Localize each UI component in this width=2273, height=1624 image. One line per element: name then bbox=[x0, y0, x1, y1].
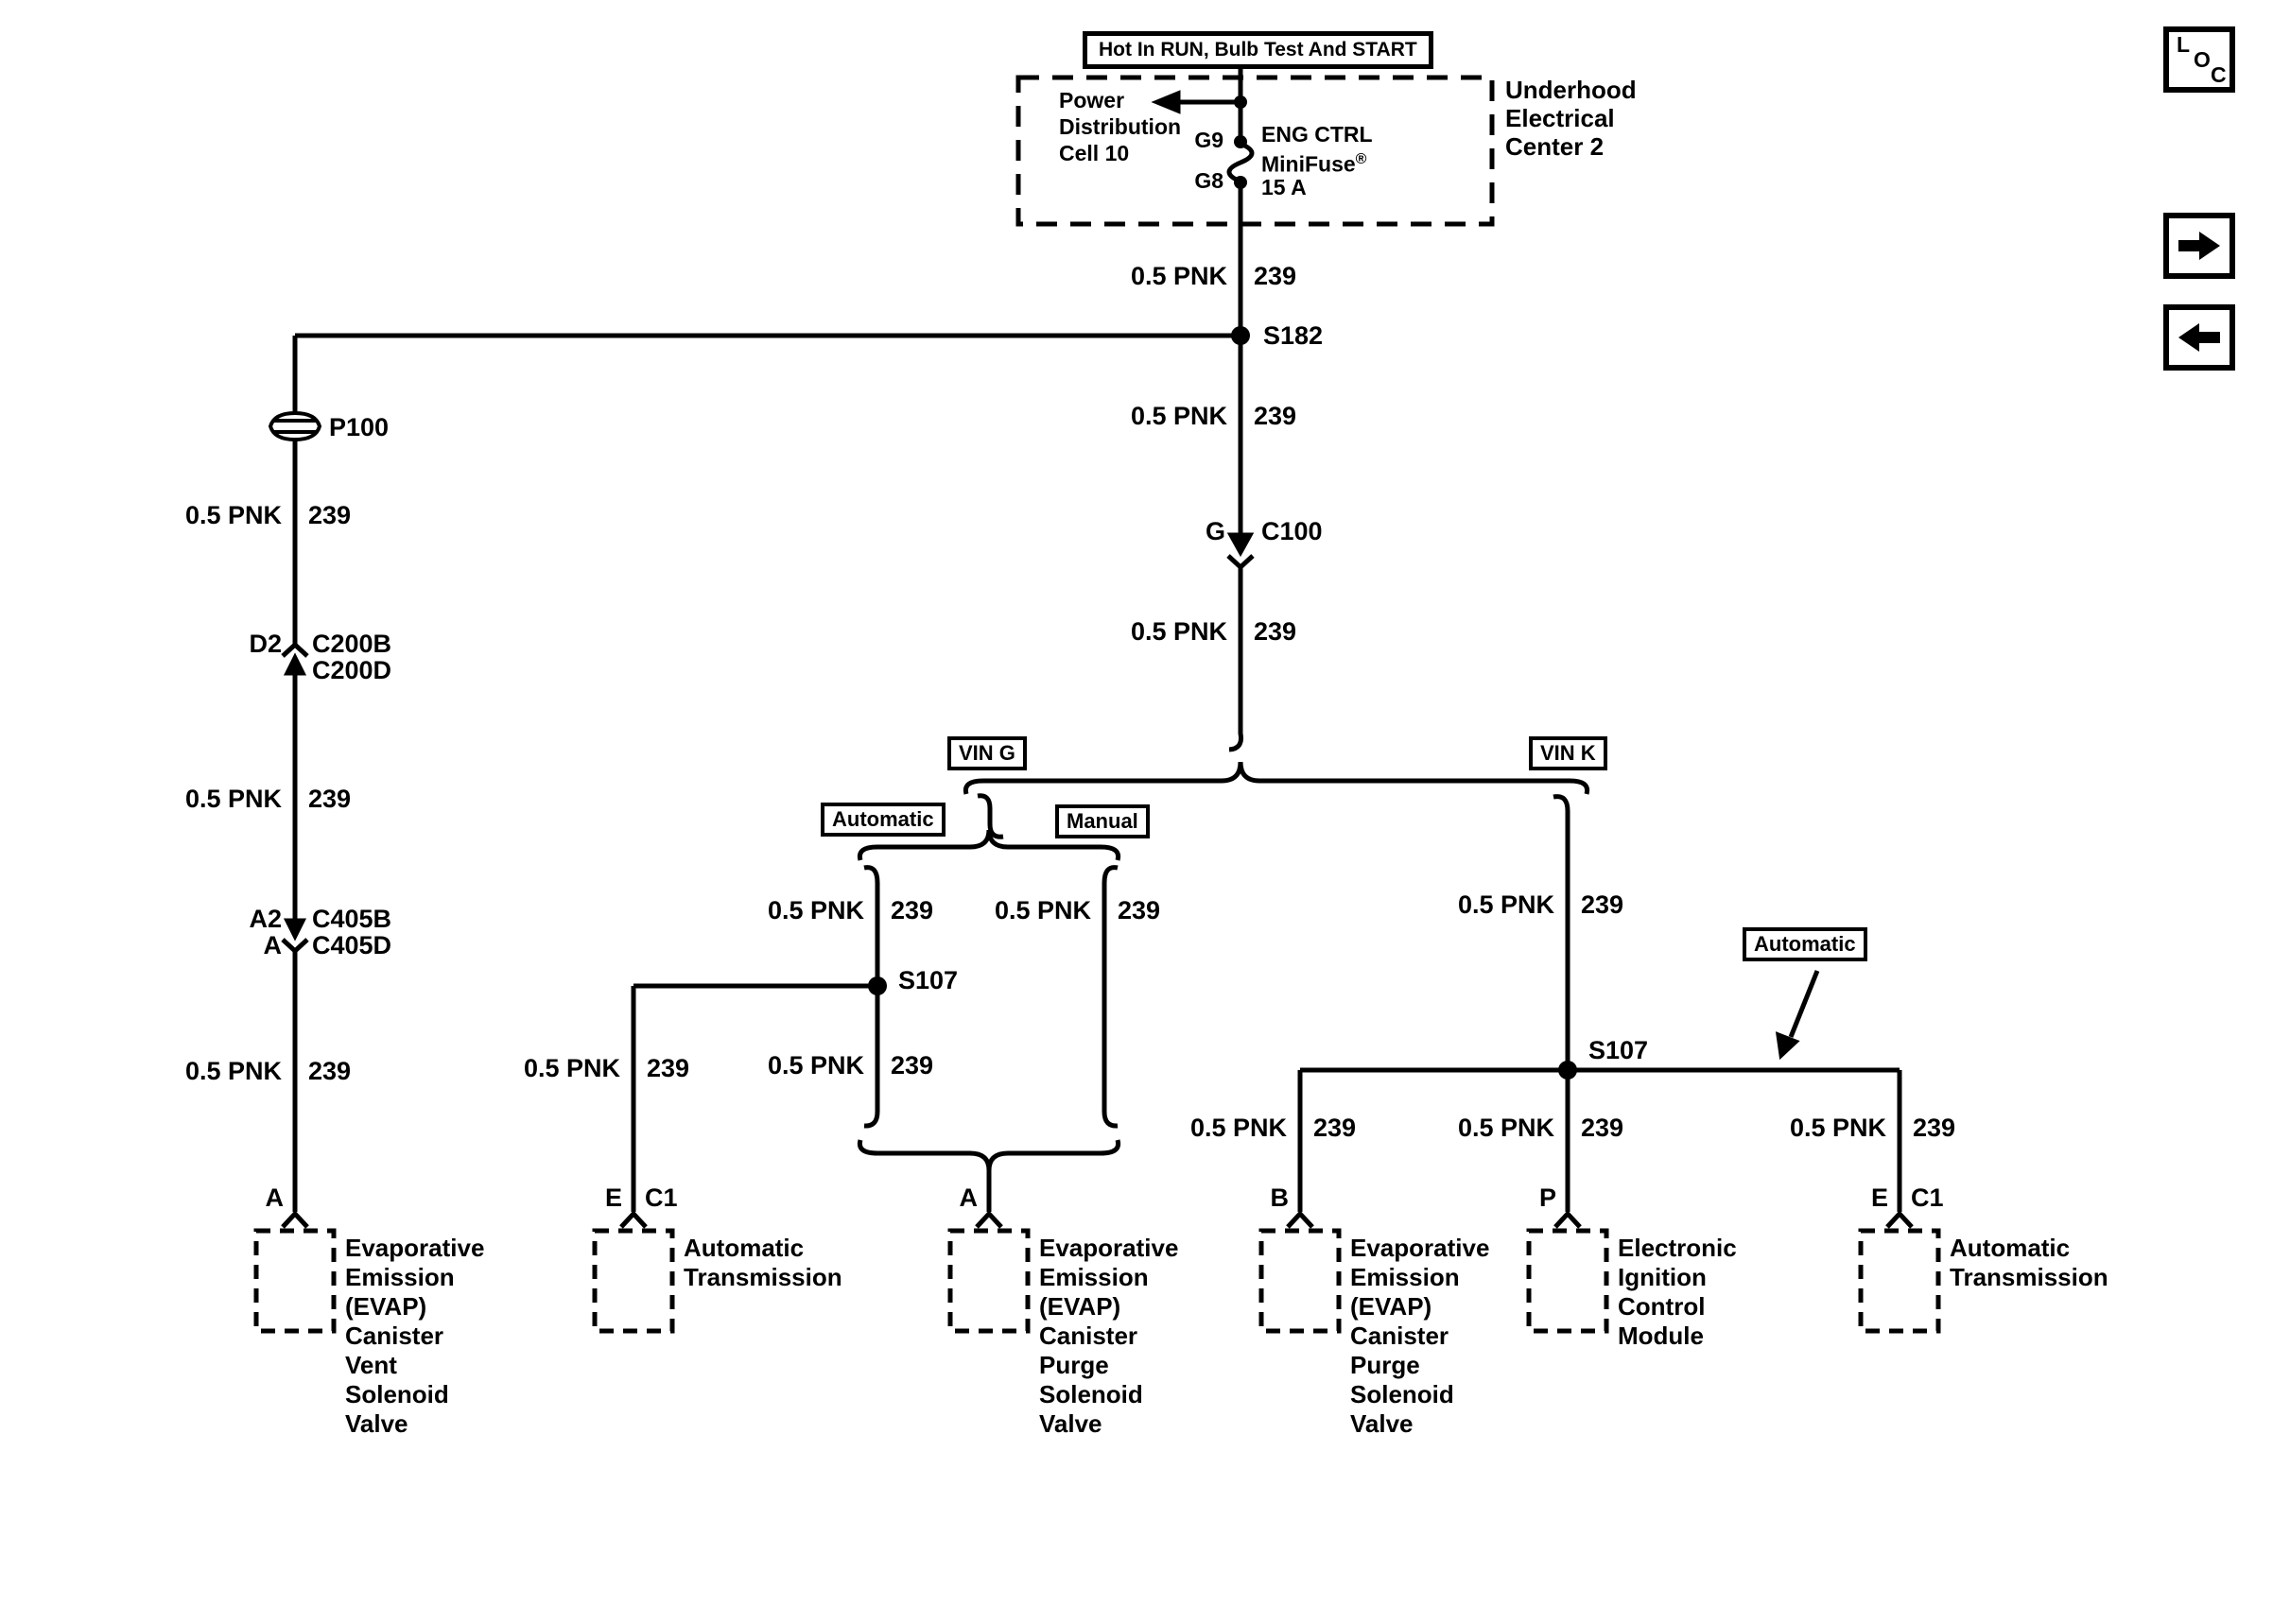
wire-circuit-label: 239 bbox=[891, 1051, 934, 1080]
wire-size-label: 0.5 PNK bbox=[1130, 617, 1227, 646]
wire-circuit-label: 239 bbox=[1913, 1114, 1956, 1142]
wire-size-label: 0.5 PNK bbox=[184, 501, 282, 529]
splice-s107-left-label: S107 bbox=[898, 966, 959, 994]
connector-c405-pin-top: A2 bbox=[249, 905, 282, 933]
wire-circuit-label: 239 bbox=[308, 1057, 352, 1085]
underhood-name-line1: Underhood bbox=[1505, 76, 1637, 104]
underhood-name-line2: Electrical bbox=[1505, 104, 1615, 132]
fuse-name-line1: ENG CTRL bbox=[1261, 122, 1373, 147]
component-box-evap-vent bbox=[256, 1231, 334, 1331]
wire-size-label: 0.5 PNK bbox=[1130, 262, 1227, 290]
connector-c405b-name: C405B bbox=[312, 905, 392, 933]
component-box-ign-module bbox=[1529, 1231, 1606, 1331]
hot-in-run-label: Hot In RUN, Bulb Test And START bbox=[1083, 31, 1433, 69]
connector-c200-arrow bbox=[287, 658, 303, 673]
wire-size-label: 0.5 PNK bbox=[184, 785, 282, 813]
component-name-auto-trans-left: Automatic Transmission bbox=[684, 1234, 842, 1291]
wire-circuit-label: 239 bbox=[891, 896, 934, 924]
registered-mark: ® bbox=[1355, 151, 1367, 167]
wire-size-label: 0.5 PNK bbox=[994, 896, 1091, 924]
connector-c405d-name: C405D bbox=[312, 931, 392, 959]
splice-s107-right-dot bbox=[1558, 1061, 1577, 1080]
manual-flag: Manual bbox=[1055, 804, 1150, 838]
wire-size-label: 0.5 PNK bbox=[767, 1051, 864, 1080]
grommet-p100-symbol bbox=[270, 413, 320, 440]
fuse-terminal-g9-dot bbox=[1234, 135, 1247, 148]
trans-option-brace-bottom bbox=[859, 1140, 1118, 1170]
wire-circuit-label: 239 bbox=[308, 785, 352, 813]
callout-arrowhead bbox=[1778, 1035, 1796, 1055]
pin-label: B bbox=[1270, 1183, 1289, 1212]
component-name-evap-vent: Evaporative Emission (EVAP) Canister Vent Solenoid Valve bbox=[345, 1234, 485, 1438]
component-name-auto-trans-right: Automatic Transmission bbox=[1950, 1234, 2108, 1291]
junction-dot-power bbox=[1234, 95, 1247, 109]
wire-size-label: 0.5 PNK bbox=[1189, 1114, 1287, 1142]
component-box-evap-purge-1 bbox=[950, 1231, 1028, 1331]
wire-size-label: 0.5 PNK bbox=[1457, 1114, 1554, 1142]
power-distribution-line1: Power bbox=[1059, 88, 1125, 112]
bracket-wire-automatic bbox=[864, 868, 877, 1126]
fuse-rating: 15 A bbox=[1261, 175, 1307, 199]
connector-c200-pin: D2 bbox=[249, 630, 282, 658]
previous-page-button[interactable] bbox=[2163, 304, 2235, 371]
next-page-button[interactable] bbox=[2163, 213, 2235, 279]
splice-s182-dot bbox=[1231, 326, 1250, 345]
connector-label: C1 bbox=[645, 1183, 678, 1212]
loc-button[interactable] bbox=[2163, 26, 2235, 93]
pin-label: P bbox=[1538, 1183, 1556, 1212]
power-dist-arrowhead bbox=[1157, 94, 1178, 111]
component-box-evap-purge-2 bbox=[1261, 1231, 1339, 1331]
grommet-p100-label: P100 bbox=[329, 413, 390, 441]
vin-k-flag: VIN K bbox=[1529, 736, 1607, 770]
pin-label: E bbox=[604, 1183, 622, 1212]
connector-c100-arrow bbox=[1231, 535, 1250, 552]
connector-c200d-name: C200D bbox=[312, 656, 392, 684]
wire-c100-to-brace bbox=[1229, 567, 1241, 750]
splice-s182-label: S182 bbox=[1263, 321, 1324, 350]
wire-size-label: 0.5 PNK bbox=[1457, 890, 1554, 919]
fuse-pin-g9: G9 bbox=[1194, 128, 1223, 152]
wire-size-label: 0.5 PNK bbox=[184, 1057, 282, 1085]
fuse-terminal-g8-dot bbox=[1234, 176, 1247, 189]
arrow-right-icon bbox=[2173, 224, 2226, 268]
wire-circuit-label: 239 bbox=[1254, 262, 1297, 290]
terminal-chevrons bbox=[283, 1214, 1912, 1227]
component-name-evap-purge-2: Evaporative Emission (EVAP) Canister Purge Solenoid Valve bbox=[1350, 1234, 1490, 1438]
pin-label: E bbox=[1870, 1183, 1888, 1212]
loc-letter-o: O bbox=[2194, 47, 2211, 72]
loc-letter-l: L bbox=[2177, 32, 2191, 57]
connector-c200b-name: C200B bbox=[312, 630, 392, 658]
wire-circuit-label: 239 bbox=[308, 501, 352, 529]
vin-g-flag: VIN G bbox=[947, 736, 1027, 770]
wire-size-label: 0.5 PNK bbox=[767, 896, 864, 924]
connector-c405-arrow bbox=[287, 921, 303, 936]
loc-letter-c: C bbox=[2211, 62, 2227, 87]
component-box-auto-trans-right bbox=[1861, 1231, 1938, 1331]
wire-circuit-label: 239 bbox=[1581, 1114, 1624, 1142]
wire-circuit-label: 239 bbox=[1313, 1114, 1357, 1142]
wire-vink-drop bbox=[1553, 797, 1568, 1068]
wire-circuit-label: 239 bbox=[1581, 890, 1624, 919]
connector-c100-pin: G bbox=[1205, 517, 1225, 545]
wire-circuit-label: 239 bbox=[1254, 402, 1297, 430]
connector-c100-name: C100 bbox=[1261, 517, 1323, 545]
component-box-auto-trans-left bbox=[595, 1231, 672, 1331]
splice-s107-left-dot bbox=[868, 976, 887, 995]
connector-c405-pin-bottom: A bbox=[263, 931, 282, 959]
callout-arrow-line bbox=[1791, 971, 1817, 1037]
pin-label: A bbox=[959, 1183, 978, 1212]
vin-option-brace bbox=[965, 762, 1587, 794]
connector-c405-cup bbox=[283, 940, 307, 951]
wire-circuit-label: 239 bbox=[1118, 896, 1161, 924]
automatic-callout-flag: Automatic bbox=[1743, 927, 1867, 961]
wire-circuit-label: 239 bbox=[647, 1054, 690, 1082]
fuse-name-line2: MiniFuse® bbox=[1261, 151, 1367, 177]
fuse-pin-g8: G8 bbox=[1194, 168, 1223, 193]
power-distribution-line2: Distribution bbox=[1059, 114, 1182, 139]
automatic-flag: Automatic bbox=[821, 803, 946, 837]
power-distribution-line3: Cell 10 bbox=[1059, 141, 1130, 165]
connector-c100-cup bbox=[1228, 556, 1253, 567]
component-name-ign-module: Electronic Ignition Control Module bbox=[1618, 1234, 1737, 1350]
wire-size-label: 0.5 PNK bbox=[1789, 1114, 1886, 1142]
connector-label: C1 bbox=[1911, 1183, 1944, 1212]
wire-size-label: 0.5 PNK bbox=[523, 1054, 620, 1082]
arrow-left-icon bbox=[2173, 316, 2226, 359]
bracket-wire-manual bbox=[1104, 868, 1118, 1126]
splice-s107-right-label: S107 bbox=[1588, 1036, 1649, 1064]
underhood-name-line3: Center 2 bbox=[1505, 132, 1605, 161]
pin-label: A bbox=[265, 1183, 284, 1212]
wire-size-label: 0.5 PNK bbox=[1130, 402, 1227, 430]
component-name-evap-purge-1: Evaporative Emission (EVAP) Canister Purge Solenoid Valve bbox=[1039, 1234, 1179, 1438]
wire-circuit-label: 239 bbox=[1254, 617, 1297, 646]
